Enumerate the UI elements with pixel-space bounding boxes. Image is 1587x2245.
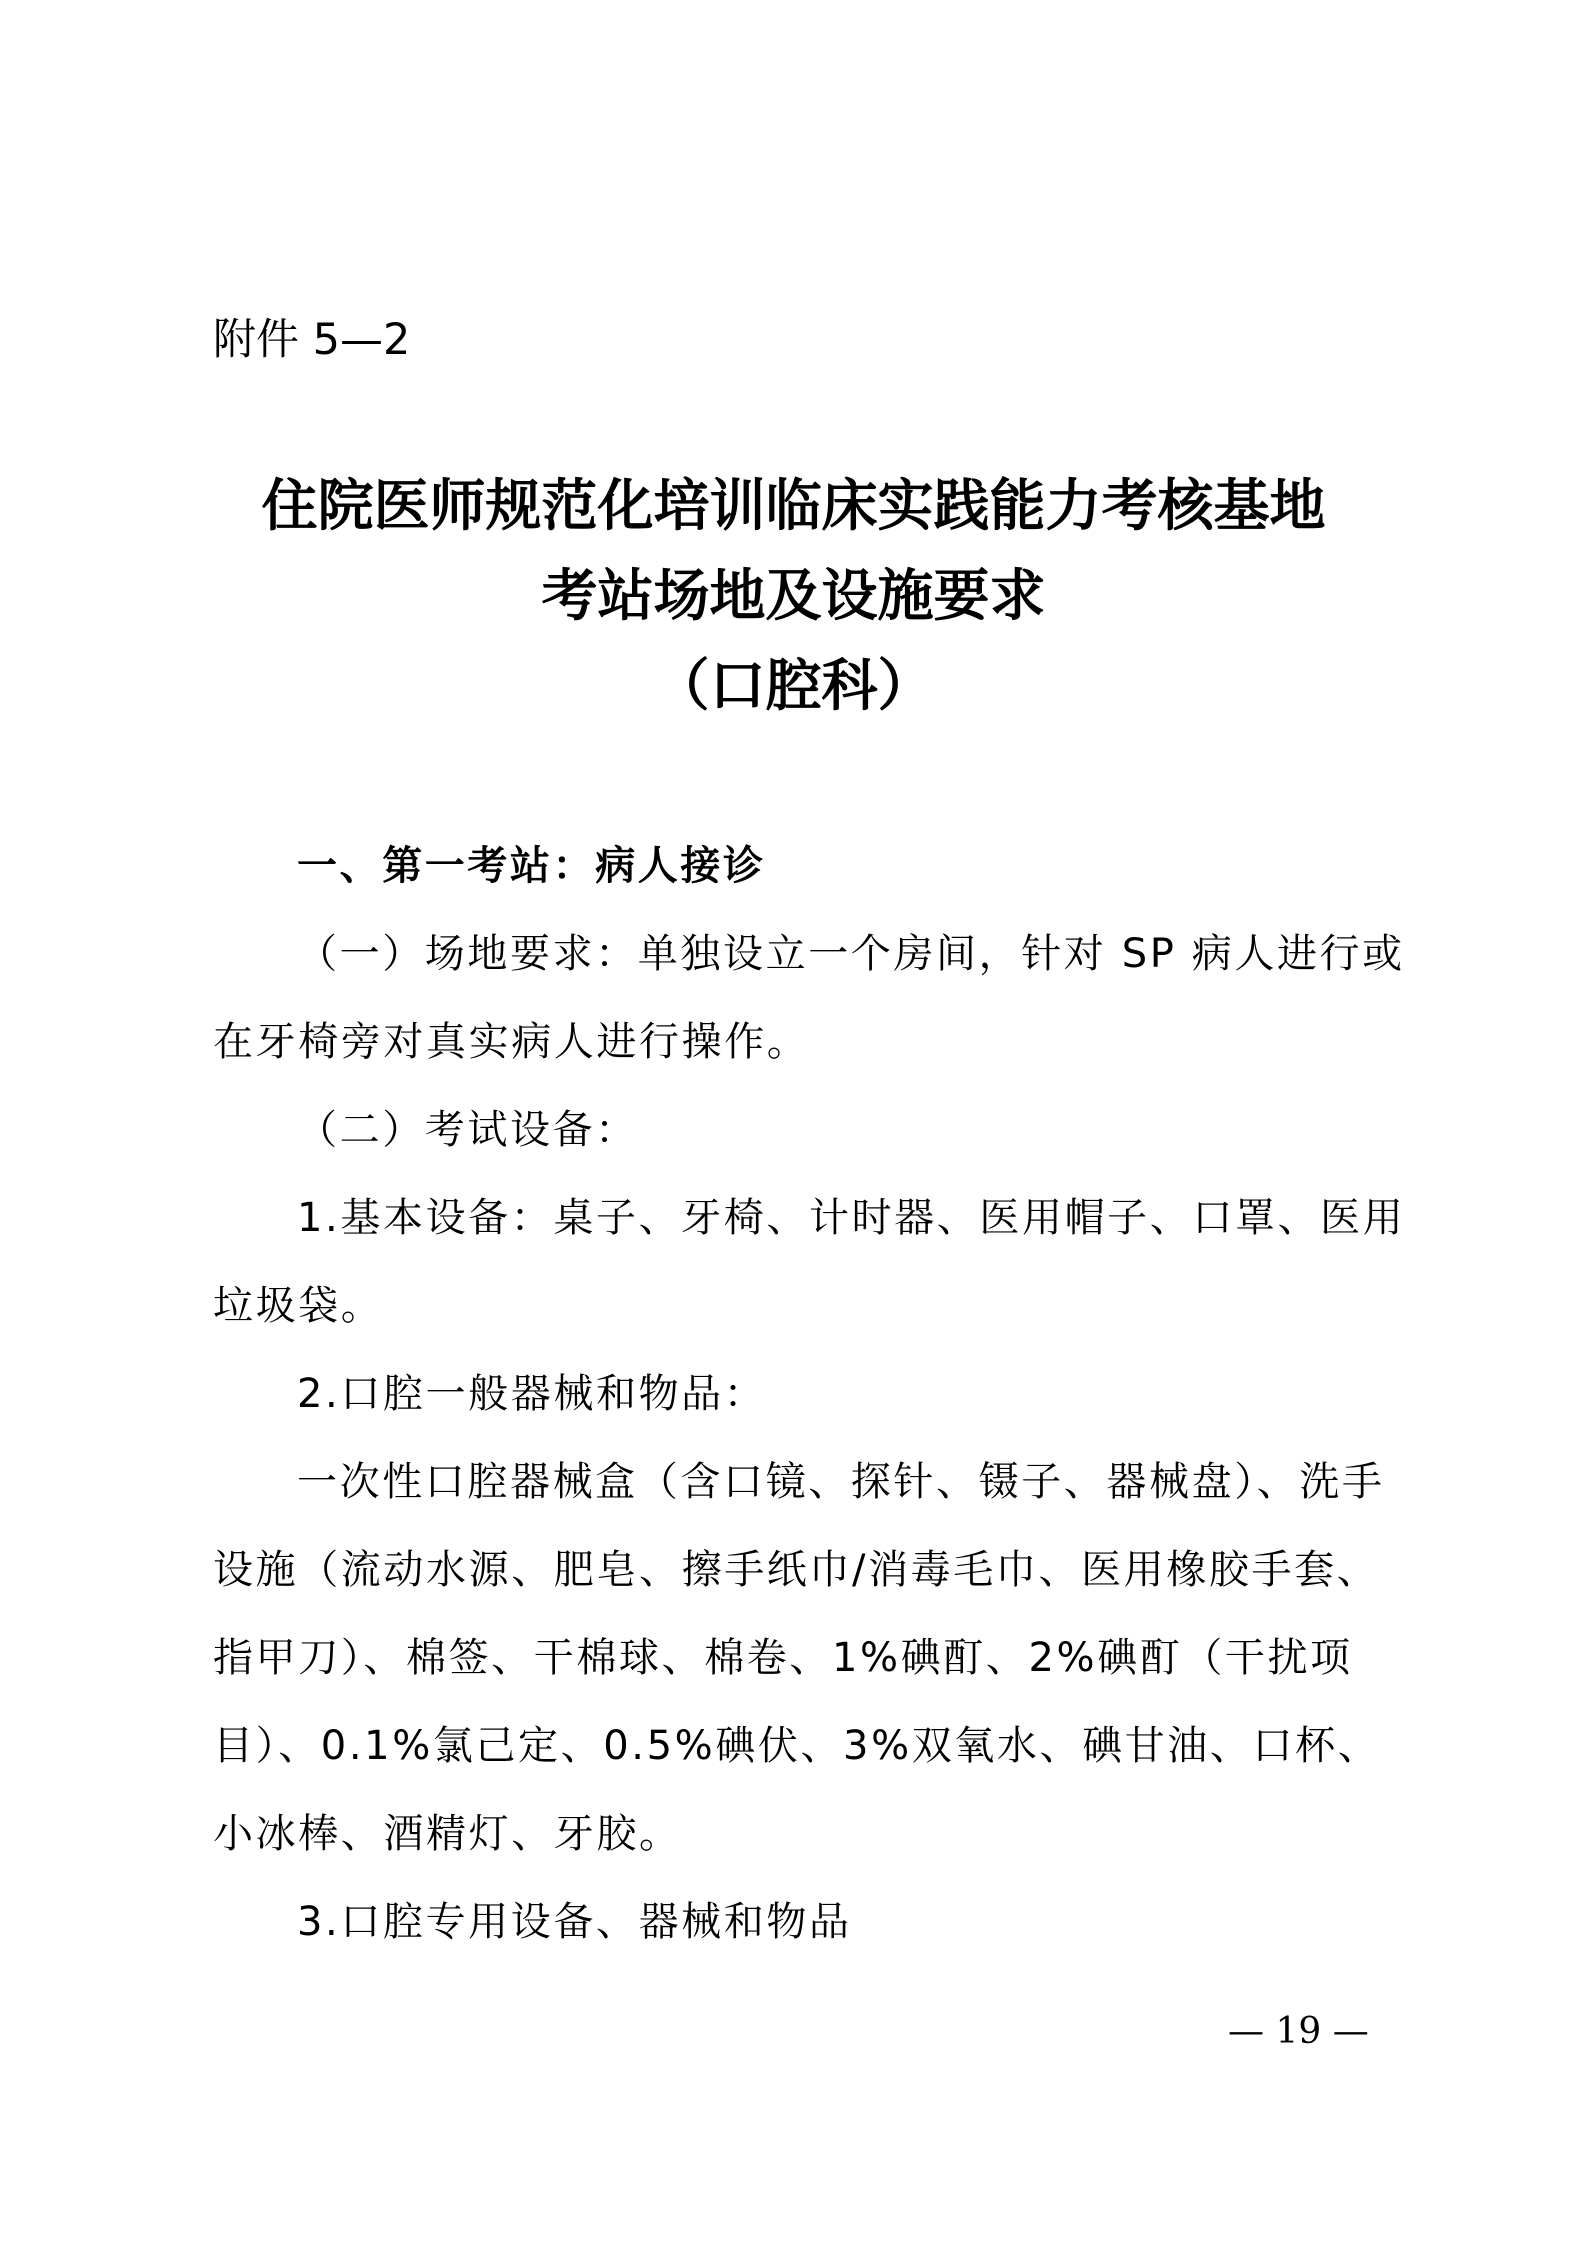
document-title-line-2: 考站场地及设施要求: [541, 563, 1046, 629]
paragraph-venue-line-2: 在牙椅旁对真实病人进行操作。: [213, 1019, 810, 1065]
paragraph-instruments-line-4: 目）、0.1%氯己定、0.5%碘伏、3%双氧水、碘甘油、口杯、: [213, 1723, 1381, 1769]
subheading-equipment: （二）考试设备：: [297, 1107, 638, 1153]
paragraph-instruments-line-5: 小冰棒、酒精灯、牙胶。: [213, 1811, 682, 1857]
attachment-label: 附件 5—2: [213, 315, 411, 365]
paragraph-instruments-line-1: 一次性口腔器械盒（含口镜、探针、镊子、器械盘）、洗手: [297, 1459, 1385, 1505]
page-number: — 19 —: [1228, 2011, 1369, 2052]
document-title-line-1: 住院医师规范化培训临床实践能力考核基地: [261, 473, 1326, 539]
document-title-line-3: （口腔科）: [653, 653, 934, 719]
paragraph-venue-line-1: （一）场地要求：单独设立一个房间，针对 SP 病人进行或: [297, 931, 1405, 977]
paragraph-basic-equipment-line-2: 垃圾袋。: [213, 1283, 384, 1329]
paragraph-basic-equipment-line-1: 1.基本设备：桌子、牙椅、计时器、医用帽子、口罩、医用: [297, 1195, 1406, 1241]
subheading-general-instruments: 2.口腔一般器械和物品：: [297, 1371, 767, 1417]
paragraph-instruments-line-2: 设施（流动水源、肥皂、擦手纸巾/消毒毛巾、医用橡胶手套、: [213, 1547, 1380, 1593]
paragraph-instruments-line-3: 指甲刀）、棉签、干棉球、棉卷、1%碘酊、2%碘酊（干扰项: [213, 1635, 1353, 1681]
section-heading-station-1: 一、第一考站：病人接诊: [297, 843, 766, 889]
subheading-special-equipment: 3.口腔专用设备、器械和物品: [297, 1899, 852, 1945]
